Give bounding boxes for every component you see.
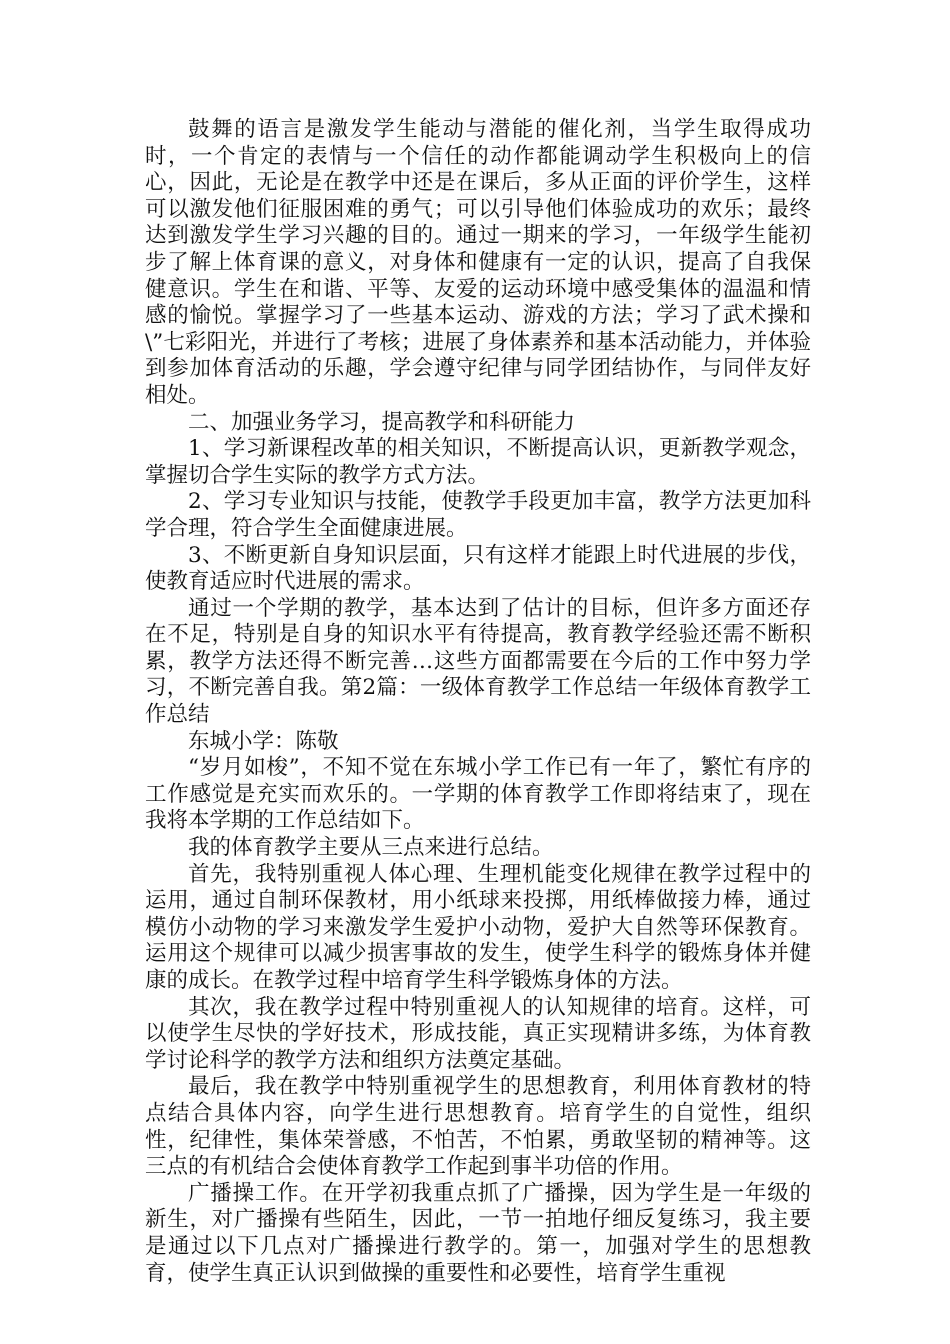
body-paragraph: 我的体育教学主要从三点来进行总结。 bbox=[188, 835, 554, 861]
body-paragraph: 广播操工作。在开学初我重点抓了广播操，因为学生是一年级的新生，对广播操有些陌生，因此，一节一拍地仔细反复练习，我主要是通过以下几点对广播操进行教学的。第一，加强对学生的思想教育，使学生真正认识到做操的重要性和必要性，培育学生重视 bbox=[145, 1180, 811, 1286]
body-paragraph: 通过一个学期的教学，基本达到了估计的目标，但许多方面还存在不足，特别是自身的知识水平有待提高，教育教学经验还需不断积累，教学方法还得不断完善…这些方面都需要在今后的工作中努力学习，不断完善自我。第2篇：一级体育教学工作总结一年级体育教学工作总结 bbox=[145, 595, 811, 728]
author-line: 东城小学：陈敬 bbox=[188, 728, 339, 754]
body-paragraph: 最后，我在教学中特别重视学生的思想教育，利用体育教材的特点结合具体内容，向学生进行思想教育。培育学生的自觉性，组织性，纪律性，集体荣誉感，不怕苦，不怕累，勇敢坚韧的精神等。这三点的有机结合会使体育教学工作起到事半功倍的作用。 bbox=[145, 1074, 811, 1180]
list-item: 1、学习新课程改革的相关知识，不断提高认识，更新教学观念，掌握切合学生实际的教学方式方法。 bbox=[145, 436, 811, 488]
body-paragraph: 其次，我在教学过程中特别重视人的认知规律的培育。这样，可以使学生尽快的学好技术，形成技能，真正实现精讲多练，为体育教学讨论科学的教学方法和组织方法奠定基础。 bbox=[145, 994, 811, 1073]
section-heading: 二、加强业务学习，提高教学和科研能力 bbox=[188, 409, 576, 435]
list-item: 2、学习专业知识与技能，使教学手段更加丰富，教学方法更加科学合理，符合学生全面健康进展。 bbox=[145, 489, 811, 541]
body-paragraph: 首先，我特别重视人体心理、生理机能变化规律在教学过程中的运用，通过自制环保教材，用小纸球来投掷，用纸棒做接力棒，通过模仿小动物的学习来激发学生爱护小动物，爱护大自然等环保教育。运用这个规律可以减少损害事故的发生，使学生科学的锻炼身体并健康的成长。在教学过程中培育学生科学锻炼身体的方法。 bbox=[145, 861, 811, 993]
list-item: 3、不断更新自身知识层面，只有这样才能跟上时代进展的步伐，使教育适应时代进展的需求。 bbox=[145, 542, 811, 595]
body-paragraph: “岁月如梭”，不知不觉在东城小学工作已有一年了，繁忙有序的工作感觉是充实而欢乐的。一学期的体育教学工作即将结束了，现在我将本学期的工作总结如下。 bbox=[145, 755, 811, 834]
body-paragraph: 鼓舞的语言是激发学生能动与潜能的催化剂，当学生取得成功时，一个肯定的表情与一个信任的动作都能调动学生积极向上的信心，因此，无论是在教学中还是在课后，多从正面的评价学生，这样可以激发他们征服困难的勇气；可以引导他们体验成功的欢乐；最终达到激发学生学习兴趣的目的。通过一期来的学习，一年级学生能初步了解上体育课的意义，对身体和健康有一定的认识，提高了自我保健意识。学生在和谐、平等、友爱的运动环境中感受集体的温温和情感的愉悦。掌握学习了一些基本运动、游戏的方法；学习了武术操和\”七彩阳光，并进行了考核；进展了身体素养和基本活动能力，并体验到参加体育活动的乐趣，学会遵守纪律与同学团结协作，与同伴友好相处。 bbox=[145, 117, 811, 408]
document-page bbox=[145, 117, 811, 1287]
